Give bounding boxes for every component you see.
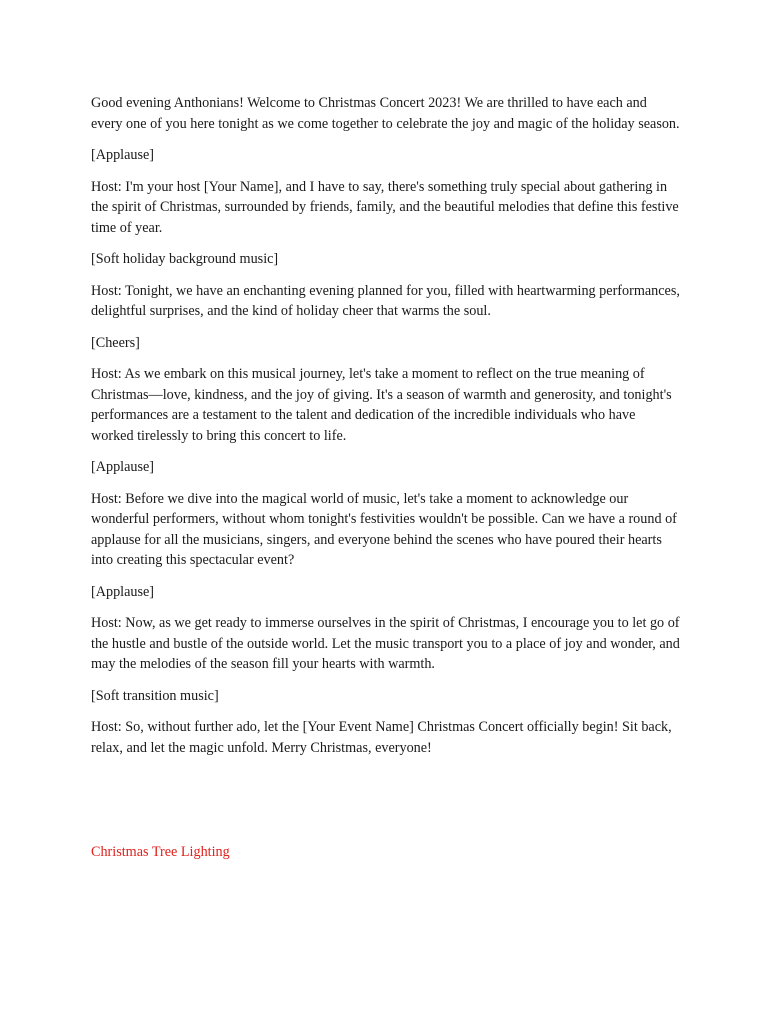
stage-direction-music: [Soft holiday background music] bbox=[91, 251, 279, 267]
stage-direction-cheers: [Cheers] bbox=[91, 334, 140, 351]
stage-direction-applause: [Applause] bbox=[91, 459, 155, 475]
stage-direction-transition: [Soft transition music] bbox=[91, 687, 219, 704]
paragraph-meaning-of-christmas: Host: As we embark on this musical journey, let's take a moment to reflect on the true meaning of Christmas—love, kindness, and the joy of giving. It's a season of warmth and generosity, and tonight's performances are a testament to the talent and dedication of the incredible individuals who have worked tirelessly to bring this concert to life. bbox=[91, 366, 672, 444]
paragraph-evening-plan: Host: Tonight, we have an enchanting evening planned for you, filled with heartwarming performances, delightful surprises, and the kind of holiday cheer that warms the soul. bbox=[91, 282, 680, 319]
paragraph-host-intro: Host: I'm your host [Your Name], and I have to say, there's something truly special about gathering in the spirit of Christmas, surrounded by friends, family, and the beautiful melodies that define this festive time of year. bbox=[91, 178, 679, 236]
paragraph-acknowledge-performers: Host: Before we dive into the magical world of music, let's take a moment to acknowledge our wonderful performers, without whom tonight's festivities wouldn't be possible. Can we have a round of applause for all the musicians, singers, and everyone behind the scenes who have poured their hearts into creating this spectacular event? bbox=[91, 490, 677, 568]
paragraph-begin: Host: So, without further ado, let the [Your Event Name] Christmas Concert officially begin! Sit back, relax, and let the magic unfold. Merry Christmas, everyone! bbox=[91, 719, 672, 756]
section-heading: Christmas Tree Lighting bbox=[91, 844, 230, 860]
stage-direction-applause: [Applause] bbox=[91, 147, 155, 163]
document-body bbox=[91, 93, 681, 769]
paragraph-welcome: Good evening Anthonians! Welcome to Christmas Concert 2023! We are thrilled to have each and every one of you here tonight as we come together to celebrate the joy and magic of the holiday season. bbox=[91, 95, 680, 132]
paragraph-immerse: Host: Now, as we get ready to immerse ourselves in the spirit of Christmas, I encourage you to let go of the hustle and bustle of the outside world. Let the music transport you to a place of joy and wonder, and may the melodies of the season fill your hearts with warmth. bbox=[91, 615, 680, 672]
stage-direction-applause: [Applause] bbox=[91, 583, 155, 600]
